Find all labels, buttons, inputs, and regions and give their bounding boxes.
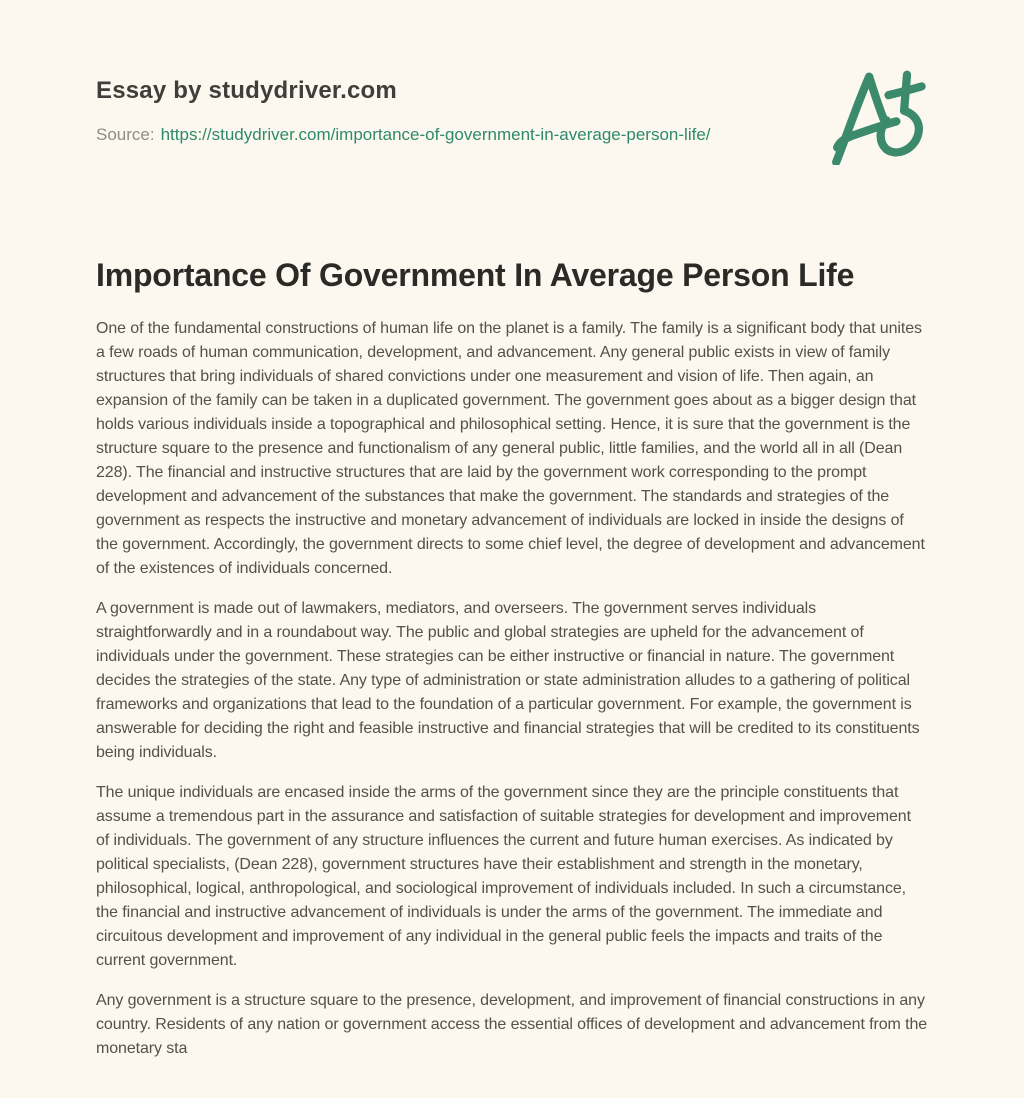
essay-title: Importance Of Government In Average Person Life <box>96 257 855 293</box>
essay-paragraph-3: The unique individuals are encased inside the arms of the government since they are the principle constituents that assume a tremendous part in the assurance and satisfaction of suitable strategies for development and improvement of individuals. The government of any structure influences the current and future human exercises. As indicated by political specialists, (Dean 228), government structures have their establishment and strength in the monetary, philosophical, logical, anthropological, and sociological improvement of individuals included. In such a circumstance, the financial and instructive advancement of individuals is under the arms of the government. The immediate and circuitous development and improvement of any individual in the general public feels the impacts and traits of the current government. <box>96 784 911 969</box>
source-line <box>96 125 711 145</box>
essay-paragraph-2: A government is made out of lawmakers, mediators, and overseers. The government serves individuals straightforwardly and in a roundabout way. The public and global strategies are upheld for the advancement of individuals under the government. These strategies can be either instructive or financial in nature. The government decides the strategies of the state. Any type of administration or state administration alludes to a gathering of political frameworks and organizations that lead to the foundation of a particular government. For example, the government is answerable for deciding the right and feasible instructive and financial strategies that will be credited to its constituents being individuals. <box>96 600 920 761</box>
essay-content <box>96 256 928 1061</box>
essay-paragraph-4: Any government is a structure square to the presence, development, and improvement of financial constructions in any country. Residents of any nation or government access the essential offices of development and advancement from the monetary sta <box>96 992 928 1057</box>
source-label: Source: <box>96 125 155 144</box>
document-header <box>96 74 928 165</box>
source-link[interactable]: https://studydriver.com/importance-of-government-in-average-person-life/ <box>160 125 711 144</box>
header-text-block <box>96 74 711 145</box>
essay-paragraph-1: One of the fundamental constructions of human life on the planet is a family. The family is a significant body that unites a few roads of human communication, development, and advancement. Any general public exists in view of family structures that bring individuals of shared convictions under one measurement and vision of life. Then again, an expansion of the family can be taken in a duplicated government. The government goes about as a bigger design that holds various individuals inside a topographical and philosophical setting. Hence, it is sure that the government is the structure square to the presence and functionalism of any general public, little families, and the world all in all (Dean 228). The financial and instructive structures that are laid by the government work corresponding to the prompt development and advancement of the substances that make the government. The standards and strategies of the government as respects the instructive and monetary advancement of individuals are locked in inside the designs of the government. Accordingly, the government directs to some chief level, the degree of development and advancement of the existences of individuals concerned. <box>96 320 925 577</box>
header-title: Essay by studydriver.com <box>96 77 397 104</box>
essay-body <box>96 317 928 1061</box>
studydriver-a-plus-logo-icon <box>824 68 926 165</box>
